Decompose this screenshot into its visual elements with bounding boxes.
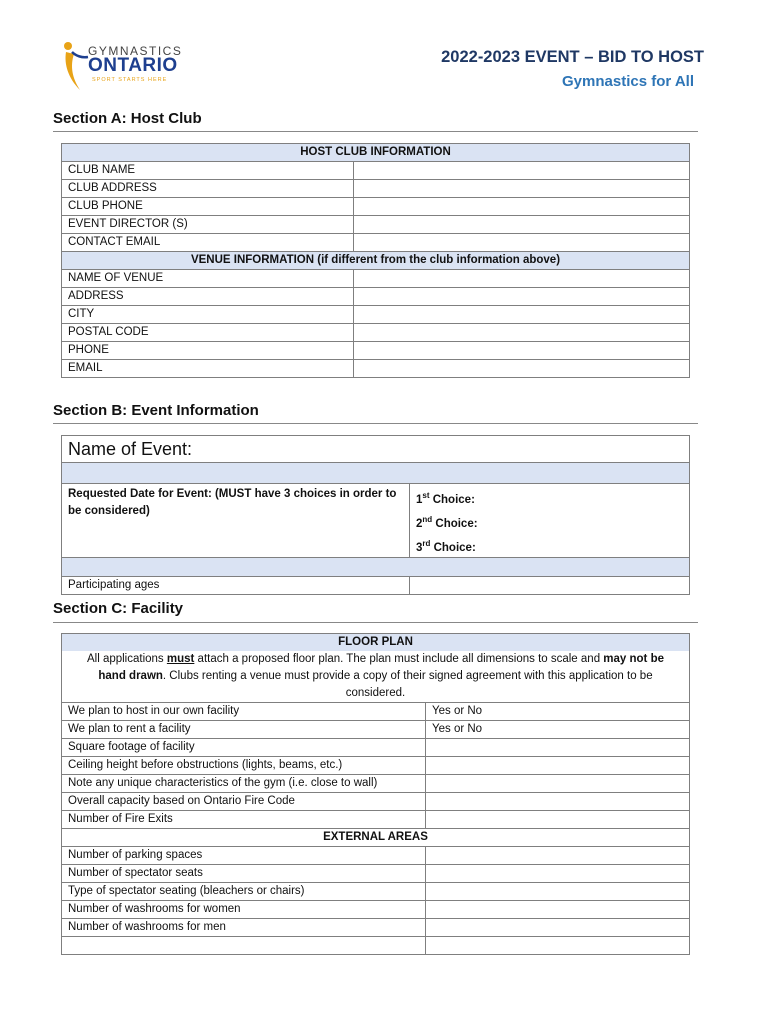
logo-text-ontario: ONTARIO	[88, 55, 178, 76]
fire-exits-label: Number of Fire Exits	[62, 811, 426, 829]
external-areas-header: EXTERNAL AREAS	[62, 829, 690, 847]
section-a-heading: Section A: Host Club	[53, 110, 202, 127]
first-choice[interactable]: 1st Choice:	[416, 491, 475, 506]
parking-spaces-label: Number of parking spaces	[62, 847, 426, 865]
event-name-field[interactable]: Name of Event:	[62, 436, 690, 463]
participating-ages-field[interactable]	[410, 577, 690, 595]
washrooms-men-field[interactable]	[426, 919, 690, 937]
contact-email-field[interactable]	[354, 234, 690, 252]
second-choice[interactable]: 2nd Choice:	[416, 514, 478, 530]
club-name-field[interactable]	[354, 162, 690, 180]
ceiling-height-field[interactable]	[426, 757, 690, 775]
requested-date-label: Requested Date for Event: (MUST have 3 choices in order to be considered)	[62, 484, 410, 558]
overall-capacity-label: Overall capacity based on Ontario Fire Code	[62, 793, 426, 811]
section-c-heading: Section C: Facility	[53, 600, 184, 617]
gymnastics-ontario-logo	[62, 40, 183, 96]
event-info-table	[61, 435, 690, 595]
host-club-table	[61, 143, 690, 378]
club-name-label: CLUB NAME	[62, 162, 354, 180]
square-footage-field[interactable]	[426, 739, 690, 757]
spectator-seats-field[interactable]	[426, 865, 690, 883]
own-facility-label: We plan to host in our own facility	[62, 703, 426, 721]
spectator-seats-label: Number of spectator seats	[62, 865, 426, 883]
contact-email-label: CONTACT EMAIL	[62, 234, 354, 252]
club-address-label: CLUB ADDRESS	[62, 180, 354, 198]
seating-type-label: Type of spectator seating (bleachers or chairs)	[62, 883, 426, 901]
venue-city-field[interactable]	[354, 306, 690, 324]
venue-info-header: VENUE INFORMATION (if different from the club information above)	[62, 252, 690, 270]
section-a-divider	[53, 131, 698, 132]
third-choice[interactable]: 3rd Choice:	[416, 538, 476, 554]
venue-address-field[interactable]	[354, 288, 690, 306]
ceiling-height-label: Ceiling height before obstructions (lights, beams, etc.)	[62, 757, 426, 775]
venue-postal-code-field[interactable]	[354, 324, 690, 342]
venue-postal-code-label: POSTAL CODE	[62, 324, 354, 342]
unique-characteristics-field[interactable]	[426, 775, 690, 793]
parking-spaces-field[interactable]	[426, 847, 690, 865]
overall-capacity-field[interactable]	[426, 793, 690, 811]
event-band-2	[62, 558, 690, 577]
club-address-field[interactable]	[354, 180, 690, 198]
rent-facility-label: We plan to rent a facility	[62, 721, 426, 739]
logo-text-gymnastics: GYMNASTICS	[88, 44, 183, 58]
washrooms-men-label: Number of washrooms for men	[62, 919, 426, 937]
blank-row-field[interactable]	[426, 937, 690, 955]
blank-row-label	[62, 937, 426, 955]
section-c-divider	[53, 622, 698, 623]
event-band-1	[62, 463, 690, 484]
participating-ages-label: Participating ages	[62, 577, 410, 595]
logo-tagline: SPORT STARTS HERE	[92, 77, 168, 83]
host-club-info-header: HOST CLUB INFORMATION	[62, 144, 690, 162]
event-director-field[interactable]	[354, 216, 690, 234]
section-b-divider	[53, 423, 698, 424]
club-phone-field[interactable]	[354, 198, 690, 216]
venue-phone-label: PHONE	[62, 342, 354, 360]
unique-characteristics-label: Note any unique characteristics of the gym (i.e. close to wall)	[62, 775, 426, 793]
floor-plan-header: FLOOR PLAN	[62, 634, 690, 652]
venue-phone-field[interactable]	[354, 342, 690, 360]
fire-exits-field[interactable]	[426, 811, 690, 829]
floor-plan-instructions: All applications must attach a proposed floor plan. The plan must include all dimensions to scale and may not be hand drawn. Clubs renting a venue must provide a copy of their signed agreement with this application to be considered.	[62, 651, 690, 703]
club-phone-label: CLUB PHONE	[62, 198, 354, 216]
venue-name-label: NAME OF VENUE	[62, 270, 354, 288]
venue-email-label: EMAIL	[62, 360, 354, 378]
section-b-heading: Section B: Event Information	[53, 402, 259, 419]
venue-city-label: CITY	[62, 306, 354, 324]
document-subtitle: Gymnastics for All	[562, 73, 694, 90]
event-director-label: EVENT DIRECTOR (S)	[62, 216, 354, 234]
own-facility-field[interactable]: Yes or No	[426, 703, 690, 721]
venue-email-field[interactable]	[354, 360, 690, 378]
seating-type-field[interactable]	[426, 883, 690, 901]
rent-facility-field[interactable]: Yes or No	[426, 721, 690, 739]
washrooms-women-label: Number of washrooms for women	[62, 901, 426, 919]
facility-table	[61, 633, 690, 955]
venue-name-field[interactable]	[354, 270, 690, 288]
venue-address-label: ADDRESS	[62, 288, 354, 306]
square-footage-label: Square footage of facility	[62, 739, 426, 757]
washrooms-women-field[interactable]	[426, 901, 690, 919]
document-title: 2022-2023 EVENT – BID TO HOST	[441, 48, 704, 66]
date-choices[interactable]	[410, 484, 690, 558]
